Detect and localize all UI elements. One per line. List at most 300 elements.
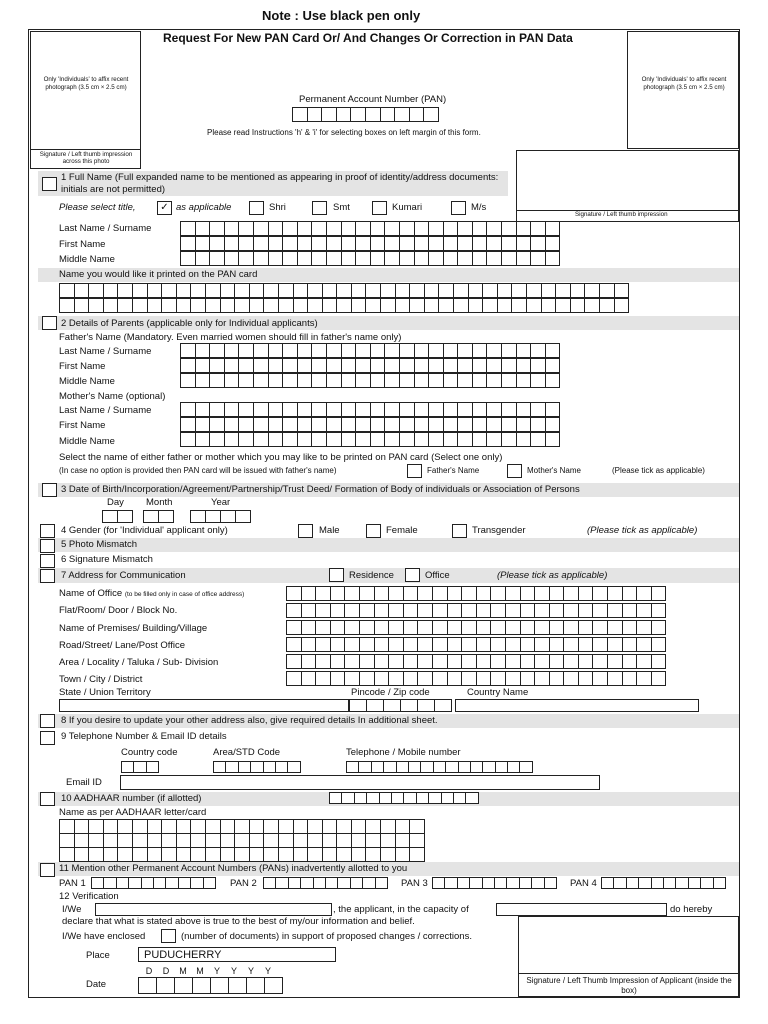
char-box[interactable] (268, 236, 284, 251)
char-box[interactable] (417, 603, 433, 618)
char-box[interactable] (103, 819, 119, 834)
char-box[interactable] (117, 833, 133, 848)
char-box[interactable] (651, 654, 667, 669)
char-box[interactable] (482, 877, 495, 889)
mother-option-checkbox[interactable] (507, 464, 522, 478)
char-box[interactable] (428, 221, 444, 236)
char-box[interactable] (253, 343, 269, 358)
char-box[interactable] (519, 761, 532, 773)
char-box[interactable] (268, 343, 284, 358)
char-box[interactable] (307, 819, 323, 834)
char-box[interactable] (395, 283, 411, 298)
char-box[interactable] (414, 402, 430, 417)
pan-boxes[interactable] (292, 107, 438, 122)
char-box[interactable] (592, 603, 608, 618)
char-box[interactable] (614, 298, 630, 313)
char-box[interactable] (253, 417, 269, 432)
char-box[interactable] (476, 654, 492, 669)
char-box[interactable] (238, 221, 254, 236)
char-box[interactable] (341, 221, 357, 236)
char-box[interactable] (380, 298, 396, 313)
char-box[interactable] (253, 432, 269, 447)
char-box[interactable] (482, 298, 498, 313)
char-box[interactable] (278, 847, 294, 862)
char-box[interactable] (476, 637, 492, 652)
char-box[interactable] (457, 877, 470, 889)
char-box[interactable] (195, 358, 211, 373)
char-box[interactable] (59, 298, 75, 313)
char-box[interactable] (190, 819, 206, 834)
char-box[interactable] (432, 877, 445, 889)
char-box[interactable] (461, 586, 477, 601)
char-box[interactable] (399, 432, 415, 447)
char-box[interactable] (275, 877, 288, 889)
char-box[interactable] (297, 251, 313, 266)
road-boxes[interactable] (286, 637, 665, 652)
char-box[interactable] (626, 877, 639, 889)
char-box[interactable] (322, 283, 338, 298)
char-box[interactable] (497, 298, 513, 313)
char-box[interactable] (549, 654, 565, 669)
char-box[interactable] (330, 586, 346, 601)
char-box[interactable] (444, 877, 457, 889)
char-box[interactable] (420, 761, 433, 773)
char-box[interactable] (297, 358, 313, 373)
char-box[interactable] (161, 298, 177, 313)
char-box[interactable] (391, 792, 404, 804)
char-box[interactable] (344, 586, 360, 601)
char-box[interactable] (220, 833, 236, 848)
char-box[interactable] (541, 283, 557, 298)
char-box[interactable] (651, 637, 667, 652)
char-box[interactable] (374, 603, 390, 618)
char-box[interactable] (203, 877, 216, 889)
char-box[interactable] (354, 792, 367, 804)
char-box[interactable] (180, 373, 196, 388)
char-box[interactable] (330, 671, 346, 686)
char-box[interactable] (250, 761, 263, 773)
char-box[interactable] (380, 283, 396, 298)
char-box[interactable] (330, 654, 346, 669)
char-box[interactable] (578, 603, 594, 618)
father-middle-boxes[interactable] (180, 373, 559, 388)
char-box[interactable] (468, 298, 484, 313)
char-box[interactable] (336, 298, 352, 313)
char-box[interactable] (388, 637, 404, 652)
char-box[interactable] (505, 654, 521, 669)
char-box[interactable] (507, 761, 520, 773)
char-box[interactable] (74, 819, 90, 834)
char-box[interactable] (370, 343, 386, 358)
char-box[interactable] (195, 251, 211, 266)
char-box[interactable] (428, 236, 444, 251)
char-box[interactable] (326, 417, 342, 432)
char-box[interactable] (297, 236, 313, 251)
char-box[interactable] (501, 402, 517, 417)
applicant-last-name-boxes[interactable] (180, 221, 559, 236)
char-box[interactable] (268, 251, 284, 266)
char-box[interactable] (180, 432, 196, 447)
title-kumari-checkbox[interactable] (372, 201, 387, 215)
residence-checkbox[interactable] (329, 568, 344, 582)
char-box[interactable] (428, 432, 444, 447)
char-box[interactable] (443, 373, 459, 388)
char-box[interactable] (409, 819, 425, 834)
char-box[interactable] (403, 792, 416, 804)
char-box[interactable] (117, 298, 133, 313)
char-box[interactable] (443, 402, 459, 417)
char-box[interactable] (224, 402, 240, 417)
char-box[interactable] (399, 221, 415, 236)
char-box[interactable] (447, 620, 463, 635)
char-box[interactable] (88, 833, 104, 848)
char-box[interactable] (238, 761, 251, 773)
char-box[interactable] (638, 877, 651, 889)
char-box[interactable] (399, 373, 415, 388)
char-box[interactable] (315, 637, 331, 652)
char-box[interactable] (315, 654, 331, 669)
char-box[interactable] (700, 877, 713, 889)
char-box[interactable] (336, 833, 352, 848)
char-box[interactable] (636, 637, 652, 652)
char-box[interactable] (501, 373, 517, 388)
char-box[interactable] (713, 877, 726, 889)
char-box[interactable] (384, 417, 400, 432)
char-box[interactable] (526, 283, 542, 298)
char-box[interactable] (297, 221, 313, 236)
char-box[interactable] (519, 877, 532, 889)
char-box[interactable] (516, 358, 532, 373)
char-box[interactable] (330, 603, 346, 618)
char-box[interactable] (326, 343, 342, 358)
char-box[interactable] (176, 819, 192, 834)
char-box[interactable] (599, 298, 615, 313)
char-box[interactable] (132, 833, 148, 848)
char-box[interactable] (165, 877, 178, 889)
char-box[interactable] (249, 819, 265, 834)
section-7-checkbox[interactable] (40, 569, 55, 583)
country-code-boxes[interactable] (121, 761, 158, 773)
char-box[interactable] (379, 792, 392, 804)
char-box[interactable] (380, 819, 396, 834)
char-box[interactable] (472, 251, 488, 266)
char-box[interactable] (322, 833, 338, 848)
char-box[interactable] (365, 847, 381, 862)
char-box[interactable] (505, 620, 521, 635)
char-box[interactable] (365, 283, 381, 298)
char-box[interactable] (399, 343, 415, 358)
char-box[interactable] (651, 586, 667, 601)
char-box[interactable] (315, 586, 331, 601)
char-box[interactable] (530, 251, 546, 266)
char-box[interactable] (476, 671, 492, 686)
char-box[interactable] (351, 298, 367, 313)
char-box[interactable] (293, 833, 309, 848)
country-input[interactable] (455, 699, 699, 712)
char-box[interactable] (506, 877, 519, 889)
aadhaar-boxes[interactable] (329, 792, 478, 804)
char-box[interactable] (315, 603, 331, 618)
char-box[interactable] (486, 417, 502, 432)
char-box[interactable] (563, 586, 579, 601)
char-box[interactable] (374, 586, 390, 601)
char-box[interactable] (490, 620, 506, 635)
char-box[interactable] (578, 671, 594, 686)
char-box[interactable] (651, 620, 667, 635)
char-box[interactable] (545, 251, 561, 266)
char-box[interactable] (384, 251, 400, 266)
char-box[interactable] (395, 819, 411, 834)
char-box[interactable] (374, 637, 390, 652)
char-box[interactable] (249, 833, 265, 848)
char-box[interactable] (209, 221, 225, 236)
char-box[interactable] (282, 373, 298, 388)
pan1-boxes[interactable] (91, 877, 215, 889)
char-box[interactable] (395, 833, 411, 848)
char-box[interactable] (534, 671, 550, 686)
char-box[interactable] (346, 761, 359, 773)
char-box[interactable] (636, 603, 652, 618)
char-box[interactable] (403, 637, 419, 652)
char-box[interactable] (132, 298, 148, 313)
char-box[interactable] (388, 620, 404, 635)
char-box[interactable] (497, 283, 513, 298)
char-box[interactable] (486, 358, 502, 373)
char-box[interactable] (370, 251, 386, 266)
char-box[interactable] (555, 283, 571, 298)
char-box[interactable] (176, 833, 192, 848)
aadhaar-name-row2[interactable] (59, 833, 424, 848)
char-box[interactable] (268, 221, 284, 236)
char-box[interactable] (355, 221, 371, 236)
char-box[interactable] (443, 417, 459, 432)
char-box[interactable] (516, 236, 532, 251)
char-box[interactable] (180, 402, 196, 417)
char-box[interactable] (607, 586, 623, 601)
char-box[interactable] (301, 671, 317, 686)
char-box[interactable] (176, 847, 192, 862)
char-box[interactable] (209, 251, 225, 266)
char-box[interactable] (675, 877, 688, 889)
char-box[interactable] (330, 637, 346, 652)
pan3-boxes[interactable] (432, 877, 556, 889)
char-box[interactable] (341, 432, 357, 447)
char-box[interactable] (433, 761, 446, 773)
char-box[interactable] (282, 432, 298, 447)
char-box[interactable] (195, 236, 211, 251)
char-box[interactable] (224, 432, 240, 447)
char-box[interactable] (278, 833, 294, 848)
char-box[interactable] (311, 221, 327, 236)
char-box[interactable] (472, 417, 488, 432)
char-box[interactable] (549, 671, 565, 686)
char-box[interactable] (578, 637, 594, 652)
char-box[interactable] (370, 358, 386, 373)
char-box[interactable] (607, 637, 623, 652)
char-box[interactable] (530, 402, 546, 417)
char-box[interactable] (545, 221, 561, 236)
char-box[interactable] (592, 586, 608, 601)
char-box[interactable] (432, 654, 448, 669)
section-1-checkbox[interactable] (42, 177, 57, 191)
char-box[interactable] (103, 298, 119, 313)
pan4-boxes[interactable] (601, 877, 725, 889)
char-box[interactable] (278, 298, 294, 313)
char-box[interactable] (326, 402, 342, 417)
char-box[interactable] (530, 343, 546, 358)
char-box[interactable] (359, 637, 375, 652)
char-box[interactable] (399, 417, 415, 432)
char-box[interactable] (300, 877, 313, 889)
char-box[interactable] (195, 221, 211, 236)
char-box[interactable] (224, 343, 240, 358)
char-box[interactable] (359, 620, 375, 635)
char-box[interactable] (220, 298, 236, 313)
char-box[interactable] (651, 603, 667, 618)
char-box[interactable] (636, 586, 652, 601)
char-box[interactable] (311, 236, 327, 251)
char-box[interactable] (253, 373, 269, 388)
char-box[interactable] (311, 432, 327, 447)
char-box[interactable] (286, 654, 302, 669)
char-box[interactable] (190, 833, 206, 848)
char-box[interactable] (263, 847, 279, 862)
char-box[interactable] (268, 402, 284, 417)
char-box[interactable] (176, 298, 192, 313)
char-box[interactable] (132, 283, 148, 298)
char-box[interactable] (336, 847, 352, 862)
char-box[interactable] (445, 761, 458, 773)
char-box[interactable] (161, 833, 177, 848)
char-box[interactable] (326, 373, 342, 388)
char-box[interactable] (399, 236, 415, 251)
char-box[interactable] (195, 402, 211, 417)
char-box[interactable] (268, 417, 284, 432)
char-box[interactable] (490, 671, 506, 686)
char-box[interactable] (380, 847, 396, 862)
char-box[interactable] (416, 792, 429, 804)
char-box[interactable] (366, 792, 379, 804)
char-box[interactable] (329, 792, 342, 804)
char-box[interactable] (205, 847, 221, 862)
char-box[interactable] (311, 373, 327, 388)
documents-count-box[interactable] (161, 929, 176, 943)
char-box[interactable] (534, 620, 550, 635)
char-box[interactable] (249, 283, 265, 298)
title-shri-checkbox[interactable] (249, 201, 264, 215)
char-box[interactable] (326, 432, 342, 447)
char-box[interactable] (234, 819, 250, 834)
char-box[interactable] (607, 671, 623, 686)
char-box[interactable] (213, 761, 226, 773)
char-box[interactable] (461, 671, 477, 686)
char-box[interactable] (408, 761, 421, 773)
char-box[interactable] (622, 671, 638, 686)
char-box[interactable] (414, 251, 430, 266)
area-code-boxes[interactable] (213, 761, 300, 773)
char-box[interactable] (622, 586, 638, 601)
char-box[interactable] (428, 343, 444, 358)
char-box[interactable] (315, 620, 331, 635)
char-box[interactable] (190, 877, 203, 889)
char-box[interactable] (531, 877, 544, 889)
char-box[interactable] (234, 298, 250, 313)
char-box[interactable] (457, 402, 473, 417)
char-box[interactable] (351, 847, 367, 862)
gender-male-checkbox[interactable] (298, 524, 313, 538)
char-box[interactable] (428, 792, 441, 804)
char-box[interactable] (457, 251, 473, 266)
char-box[interactable] (344, 620, 360, 635)
char-box[interactable] (263, 298, 279, 313)
char-box[interactable] (336, 283, 352, 298)
char-box[interactable] (301, 620, 317, 635)
char-box[interactable] (490, 654, 506, 669)
char-box[interactable] (476, 586, 492, 601)
char-box[interactable] (355, 373, 371, 388)
char-box[interactable] (146, 761, 159, 773)
char-box[interactable] (132, 847, 148, 862)
area-boxes[interactable] (286, 654, 665, 669)
char-box[interactable] (153, 877, 166, 889)
char-box[interactable] (472, 402, 488, 417)
char-box[interactable] (293, 298, 309, 313)
char-box[interactable] (209, 236, 225, 251)
char-box[interactable] (614, 283, 630, 298)
char-box[interactable] (443, 251, 459, 266)
char-box[interactable] (282, 343, 298, 358)
char-box[interactable] (355, 343, 371, 358)
char-box[interactable] (458, 761, 471, 773)
char-box[interactable] (417, 586, 433, 601)
char-box[interactable] (161, 819, 177, 834)
char-box[interactable] (301, 586, 317, 601)
char-box[interactable] (414, 417, 430, 432)
char-box[interactable] (476, 620, 492, 635)
dob-month-boxes[interactable] (143, 510, 173, 523)
char-box[interactable] (59, 819, 75, 834)
char-box[interactable] (457, 417, 473, 432)
char-box[interactable] (341, 402, 357, 417)
char-box[interactable] (293, 819, 309, 834)
char-box[interactable] (282, 221, 298, 236)
char-box[interactable] (636, 654, 652, 669)
char-box[interactable] (486, 402, 502, 417)
char-box[interactable] (278, 283, 294, 298)
char-box[interactable] (286, 620, 302, 635)
char-box[interactable] (344, 654, 360, 669)
char-box[interactable] (209, 432, 225, 447)
char-box[interactable] (180, 358, 196, 373)
char-box[interactable] (592, 671, 608, 686)
char-box[interactable] (74, 298, 90, 313)
town-boxes[interactable] (286, 671, 665, 686)
char-box[interactable] (403, 654, 419, 669)
char-box[interactable] (383, 761, 396, 773)
char-box[interactable] (297, 417, 313, 432)
char-box[interactable] (362, 877, 375, 889)
char-box[interactable] (403, 603, 419, 618)
father-option-checkbox[interactable] (407, 464, 422, 478)
char-box[interactable] (428, 358, 444, 373)
char-box[interactable] (195, 432, 211, 447)
char-box[interactable] (322, 847, 338, 862)
char-box[interactable] (74, 833, 90, 848)
char-box[interactable] (307, 283, 323, 298)
char-box[interactable] (117, 819, 133, 834)
char-box[interactable] (180, 343, 196, 358)
date-boxes[interactable] (138, 977, 282, 994)
